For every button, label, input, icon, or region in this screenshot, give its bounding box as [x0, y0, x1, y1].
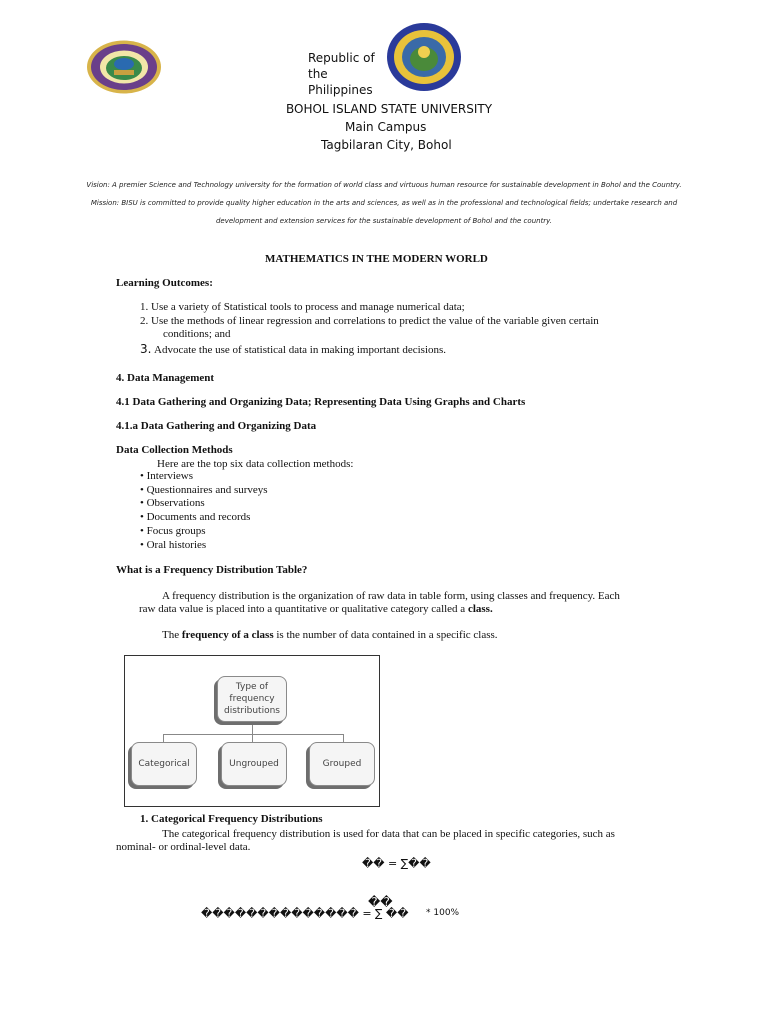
list-item: • Documents and records [140, 511, 251, 523]
formula-percentage-tail: * 100% [426, 908, 460, 918]
header-republic-line3: Philippines [308, 83, 373, 97]
learning-outcomes-heading: Learning Outcomes: [116, 277, 213, 289]
frequency-of-class-paragraph [162, 628, 498, 642]
list-item: • Oral histories [140, 539, 207, 551]
header-university: BOHOL ISLAND STATE UNIVERSITY [286, 102, 493, 116]
frequency-table-heading: What is a Frequency Distribution Table? [116, 564, 308, 576]
list-item: • Focus groups [140, 525, 206, 537]
connector-horizontal [163, 734, 343, 735]
frequency-paragraph-line2-text: raw data value is placed into a quantitative or qualitative category called a [139, 603, 466, 615]
header-campus: Main Campus [345, 120, 427, 134]
outcome-1: 1. Use a variety of Statistical tools to process and manage numerical data; [140, 301, 465, 313]
document-title: MATHEMATICS IN THE MODERN WORLD [265, 253, 488, 265]
data-collection-heading: Data Collection Methods [116, 444, 233, 456]
outcome-2: 2. Use the methods of linear regression and correlations to predict the value of the variable given certain [140, 315, 599, 327]
frequency-distribution-types-diagram [124, 655, 380, 807]
frequency-of-class-term: frequency of a class [181, 629, 274, 641]
section-4-1-heading: 4.1 Data Gathering and Organizing Data; Representing Data Using Graphs and Charts [116, 396, 526, 408]
categorical-paragraph-line2: nominal- or ordinal-level data. [116, 841, 251, 853]
header-republic-line1: Republic of [308, 51, 375, 65]
diagram-node-grouped: Grouped [309, 742, 375, 786]
outcome-3: Advocate the use of statistical data in making important decisions. [154, 344, 447, 356]
philippines-seal-logo [386, 22, 462, 92]
data-collection-intro: Here are the top six data collection methods: [157, 458, 354, 470]
section-4-heading: 4. Data Management [116, 372, 215, 384]
bisu-seal-logo [86, 40, 162, 94]
list-item: • Observations [140, 497, 205, 509]
connector-vertical [252, 720, 253, 734]
formula-frequency-sum: �� = ∑�� [362, 857, 431, 870]
frequency-paragraph-line2 [139, 602, 493, 616]
frequency-of-class-post: is the number of data contained in a specific class. [276, 629, 498, 641]
formula-percentage-numerator: �� [368, 895, 393, 909]
header-republic-line2: the [308, 67, 328, 81]
list-item: • Interviews [140, 470, 194, 482]
outcome-2-cont: conditions; and [163, 328, 231, 340]
connector-middle [252, 734, 253, 742]
mission-statement-line2: development and extension services for the sustainable development of Bohol and the country. [215, 217, 553, 225]
header-city: Tagbilaran City, Bohol [321, 138, 452, 152]
section-4-1-a-heading: 4.1.a Data Gathering and Organizing Data [116, 420, 317, 432]
connector-left [163, 734, 164, 742]
connector-right [343, 734, 344, 742]
formula-percentage-sum: ∑ �� [375, 907, 409, 920]
list-item: • Questionnaires and surveys [140, 484, 268, 496]
formula-percentage-lhs: �������������� = [201, 907, 372, 920]
class-term: class. [467, 603, 493, 615]
mission-statement-line1: Mission: BISU is committed to provide quality higher education in the arts and sciences, as well as in the professional and technological fields; undertake research and [90, 199, 678, 207]
diagram-root-node: Type of frequency distributions [217, 676, 287, 722]
frequency-paragraph-line1: A frequency distribution is the organization of raw data in table form, using classes and frequency. Each [162, 590, 620, 602]
diagram-node-categorical: Categorical [131, 742, 197, 786]
vision-statement: Vision: A premier Science and Technology university for the formation of world class and virtuous human resource for sustainable development in Bohol and the Country. [86, 181, 682, 189]
outcome-3-number: 3. [140, 342, 152, 356]
categorical-heading: 1. Categorical Frequency Distributions [140, 813, 323, 825]
categorical-paragraph-line1: The categorical frequency distribution is used for data that can be placed in specific categories, such as [162, 828, 615, 840]
diagram-node-ungrouped: Ungrouped [221, 742, 287, 786]
frequency-of-class-pre: The [162, 629, 180, 641]
